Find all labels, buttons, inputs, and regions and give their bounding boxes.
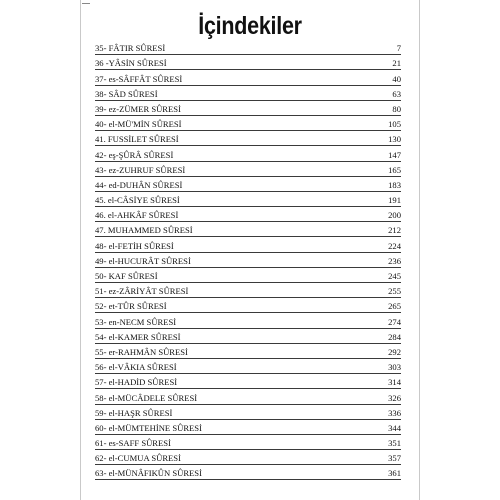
toc-entry-page-number: 284: [388, 331, 401, 342]
toc-entry-page-number: 361: [388, 468, 401, 479]
toc-entry-page-number: 80: [392, 103, 401, 114]
toc-entry-page-number: 165: [388, 164, 401, 175]
toc-entry-page-number: 314: [388, 377, 401, 388]
toc-entry-title: 44- ed-DUHÂN SÛRESİ: [95, 179, 183, 190]
toc-entry-title: 61- es-SAFF SÛRESİ: [95, 438, 171, 449]
toc-entry[interactable]: [95, 435, 401, 450]
toc-entry-page-number: 303: [388, 362, 401, 373]
toc-entry-page-number: 183: [388, 179, 401, 190]
toc-entry-title: 42- eş-ŞÛRÂ SÛRESİ: [95, 149, 174, 160]
toc-entry[interactable]: [95, 405, 401, 420]
toc-entry[interactable]: [95, 131, 401, 146]
toc-entry-page-number: 21: [392, 58, 401, 69]
toc-entry[interactable]: [95, 70, 401, 85]
toc-entry-title: 45. el-CÂSİYE SÛRESİ: [95, 195, 180, 206]
toc-entry[interactable]: [95, 162, 401, 177]
toc-entry[interactable]: [95, 177, 401, 192]
toc-entry[interactable]: [95, 450, 401, 465]
toc-entry-page-number: 326: [388, 392, 401, 403]
toc-entry-page-number: 336: [388, 407, 401, 418]
toc-entry-title: 43- ez-ZUHRUF SÛRESİ: [95, 164, 186, 175]
toc-entry-page-number: 245: [388, 271, 401, 281]
toc-entry-title: 51- ez-ZÂRİYÂT SÛRESİ: [95, 286, 189, 297]
toc-entry-title: 60- el-MÜMTEHİNE SÛRESİ: [95, 422, 202, 433]
toc-entry-title: 49- el-HUCURÂT SÛRESİ: [95, 255, 191, 266]
toc-entry-page-number: 40: [392, 73, 401, 84]
toc-entry-title: 37- es-SÂFFÂT SÛRESİ: [95, 73, 183, 84]
toc-entry[interactable]: [95, 116, 401, 131]
toc-entry-page-number: 292: [388, 346, 401, 357]
toc-entry[interactable]: [95, 101, 401, 116]
toc-entry-page-number: 63: [392, 88, 401, 99]
toc-entry-page-number: 236: [388, 255, 401, 266]
toc-entry-title: 56- el-VÂKIA SÛRESİ: [95, 362, 177, 373]
toc-entry-page-number: 351: [388, 438, 401, 449]
toc-entry[interactable]: [95, 268, 401, 283]
toc-entry-title: 52- et-TÛR SÛRESİ: [95, 301, 167, 312]
toc-entry-title: 63- el-MÜNÂFIKÛN SÛRESİ: [95, 468, 202, 479]
toc-entry-title: 62- el-CUMUA SÛRESİ: [95, 453, 181, 464]
toc-entry-page-number: 105: [388, 119, 401, 130]
toc-entry-title: 59- el-HAŞR SÛRESİ: [95, 407, 173, 418]
toc-entry-page-number: 147: [388, 149, 401, 160]
toc-entry-page-number: 212: [388, 225, 401, 236]
toc-entry-page-number: 255: [388, 286, 401, 297]
toc-entry-title: 47. MUHAMMED SÛRESİ: [95, 225, 193, 236]
toc-entry[interactable]: [95, 55, 401, 70]
toc-entry-title: 55- er-RAHMÂN SÛRESİ: [95, 346, 188, 357]
toc-entry[interactable]: [95, 146, 401, 161]
table-of-contents: [95, 40, 401, 480]
toc-entry-page-number: 224: [388, 240, 401, 251]
toc-entry[interactable]: [95, 344, 401, 359]
toc-entry[interactable]: [95, 283, 401, 298]
toc-entry-page-number: 274: [388, 316, 401, 327]
toc-entry-title: 36 -YÂSİN SÛRESİ: [95, 58, 167, 69]
toc-entry[interactable]: [95, 313, 401, 328]
toc-entry-page-number: 200: [388, 210, 401, 221]
toc-entry[interactable]: [95, 253, 401, 268]
toc-entry[interactable]: [95, 222, 401, 237]
toc-entry-title: 57- el-HADİD SÛRESİ: [95, 377, 178, 388]
toc-entry[interactable]: [95, 207, 401, 222]
toc-entry-title: 41. FUSSİLET SÛRESİ: [95, 134, 179, 145]
toc-entry-title: 53- en-NECM SÛRESİ: [95, 316, 177, 327]
toc-entry-title: 50- KAF SÛRESİ: [95, 271, 158, 281]
toc-entry-title: 48- el-FETİH SÛRESİ: [95, 240, 174, 251]
toc-entry[interactable]: [95, 374, 401, 389]
toc-entry-page-number: 344: [388, 422, 401, 433]
toc-entry[interactable]: [95, 465, 401, 480]
toc-entry-title: 58- el-MÜCÂDELE SÛRESİ: [95, 392, 198, 403]
toc-entry-title: 35- FÂTIR SÛRESİ: [95, 43, 166, 54]
toc-entry[interactable]: [95, 40, 401, 55]
toc-entry[interactable]: [95, 329, 401, 344]
toc-entry-page-number: 191: [388, 195, 401, 206]
toc-entry[interactable]: [95, 389, 401, 404]
toc-entry-title: 40- el-MÜ'MİN SÛRESİ: [95, 119, 182, 130]
toc-entry[interactable]: [95, 298, 401, 313]
toc-entry-page-number: 130: [388, 134, 401, 145]
toc-entry-title: 46. el-AHKÂF SÛRESİ: [95, 210, 179, 221]
toc-entry-title: 54- el-KAMER SÛRESİ: [95, 331, 181, 342]
toc-entry-title: 39- ez-ZÜMER SÛRESİ: [95, 103, 181, 114]
toc-entry[interactable]: [95, 359, 401, 374]
toc-entry[interactable]: [95, 420, 401, 435]
toc-entry-title: 38- SÂD SÛRESİ: [95, 88, 158, 99]
toc-entry[interactable]: [95, 86, 401, 101]
toc-entry-page-number: 357: [388, 453, 401, 464]
toc-entry[interactable]: [95, 237, 401, 252]
toc-entry[interactable]: [95, 192, 401, 207]
toc-entry-page-number: 265: [388, 301, 401, 312]
page-corner-mark: [82, 0, 90, 4]
toc-entry-page-number: 7: [396, 43, 401, 54]
page-title: İçindekiler: [198, 12, 302, 40]
